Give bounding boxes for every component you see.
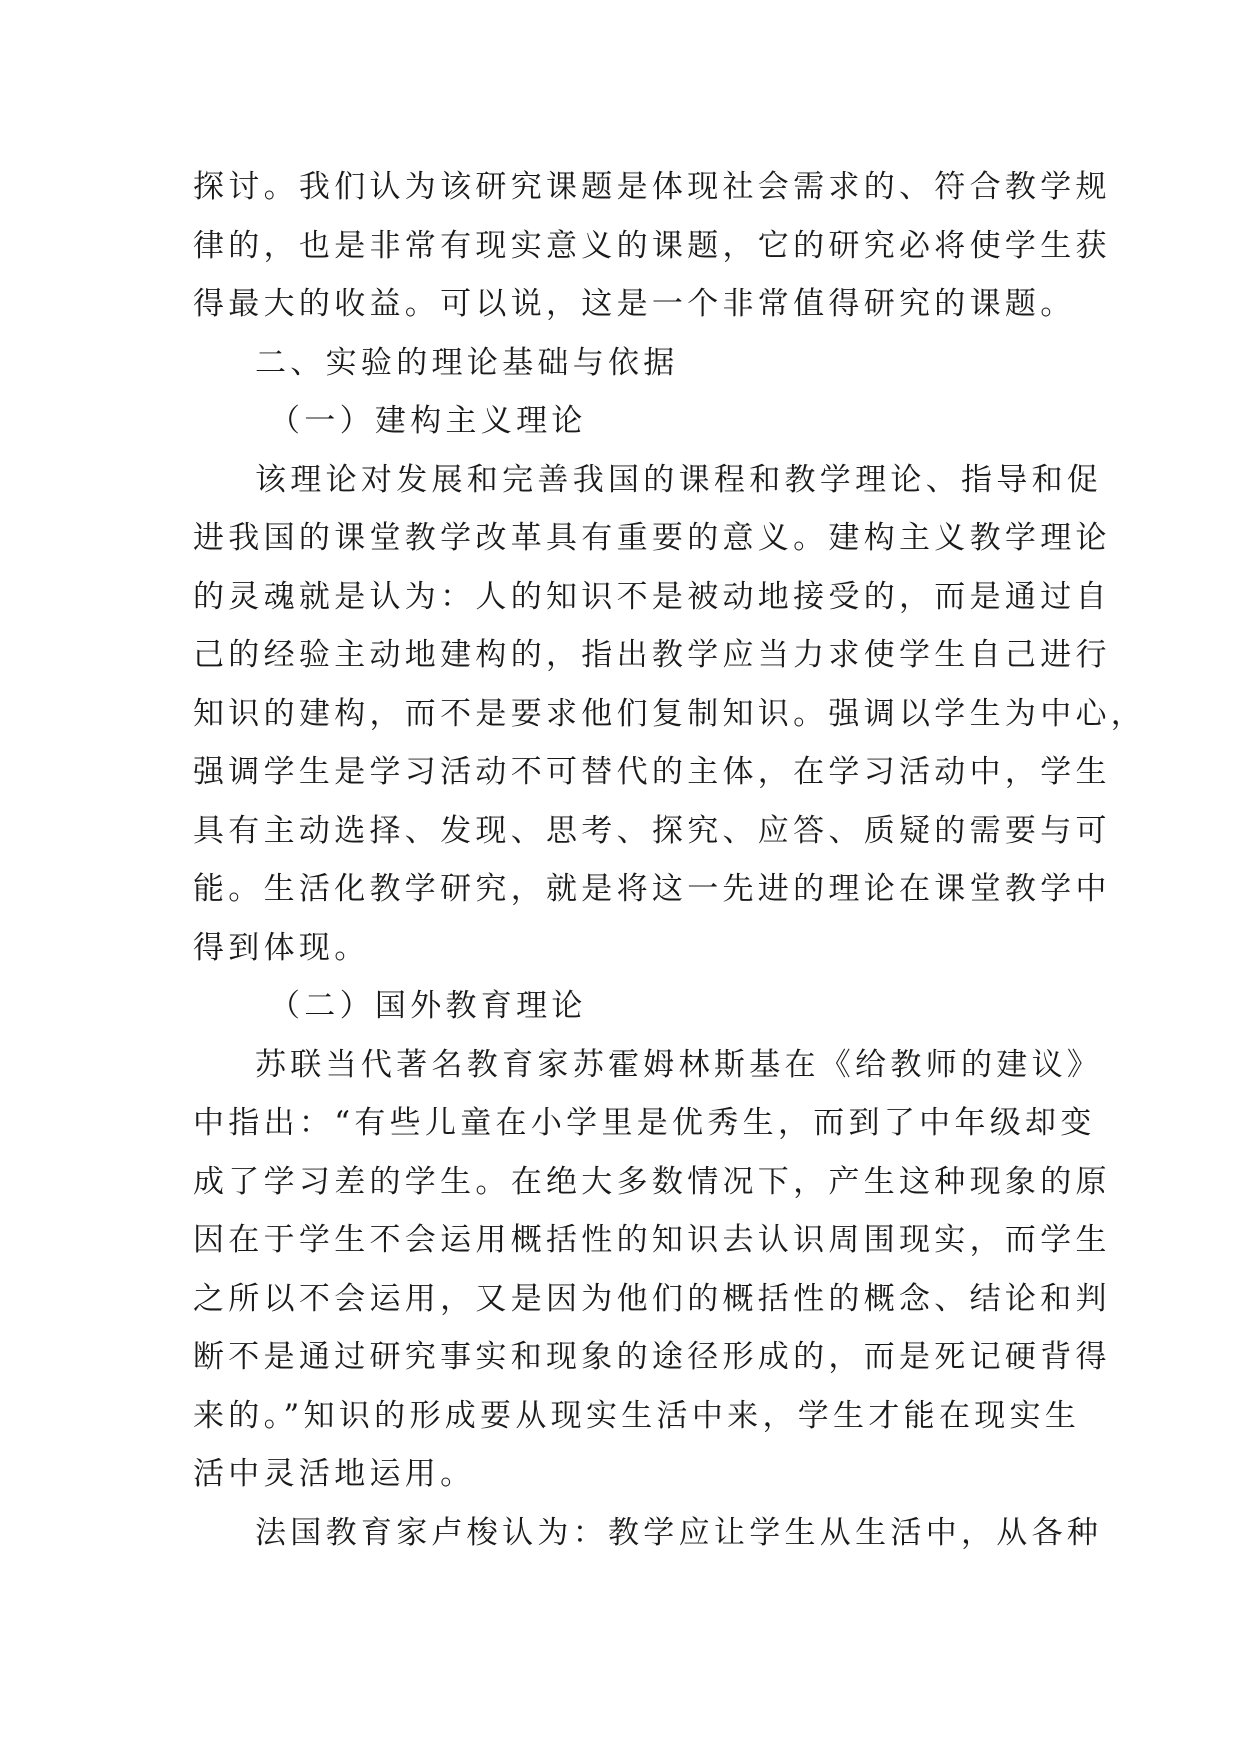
text-line: 具有主动选择、发现、思考、探究、应答、质疑的需要与可 bbox=[193, 812, 1111, 849]
text-line: 法国教育家卢梭认为：教学应让学生从生活中，从各种 bbox=[255, 1514, 1103, 1551]
text-line: 成了学习差的学生。在绝大多数情况下，产生这种现象的原 bbox=[193, 1163, 1111, 1200]
text-line: 的灵魂就是认为：人的知识不是被动地接受的，而是通过自 bbox=[193, 578, 1111, 615]
text-line: 探讨。我们认为该研究课题是体现社会需求的、符合教学规 bbox=[193, 169, 1111, 205]
section-heading: 二、实验的理论基础与依据 bbox=[255, 344, 679, 381]
text-line: 来的。”知识的形成要从现实生活中来，学生才能在现实生 bbox=[193, 1397, 1081, 1434]
text-line: 知识的建构，而不是要求他们复制知识。强调以学生为中心， bbox=[193, 695, 1147, 732]
text-line: 得到体现。 bbox=[193, 929, 370, 966]
text-line: 己的经验主动地建构的，指出教学应当力求使学生自己进行 bbox=[193, 637, 1111, 673]
text-line: 之所以不会运用，又是因为他们的概括性的概念、结论和判 bbox=[193, 1280, 1111, 1317]
document-body bbox=[193, 158, 1147, 1562]
text-line: 活中灵活地运用。 bbox=[193, 1456, 476, 1492]
text-line: 因在于学生不会运用概括性的知识去认识周围现实，而学生 bbox=[193, 1222, 1111, 1258]
text-line: 得最大的收益。可以说，这是一个非常值得研究的课题。 bbox=[193, 286, 1076, 322]
text-line: 律的，也是非常有现实意义的课题，它的研究必将使学生获 bbox=[193, 227, 1111, 264]
text-line: 苏联当代著名教育家苏霍姆林斯基在《给教师的建议》 bbox=[255, 1046, 1103, 1083]
text-line: 该理论对发展和完善我国的课程和教学理论、指导和促 bbox=[255, 461, 1103, 498]
subsection-heading: （一）建构主义理论 bbox=[269, 403, 587, 439]
text-line: 进我国的课堂教学改革具有重要的意义。建构主义教学理论 bbox=[193, 520, 1111, 556]
text-line: 断不是通过研究事实和现象的途径形成的，而是死记硬背得 bbox=[193, 1339, 1111, 1375]
text-line: 中指出：“有些儿童在小学里是优秀生，而到了中年级却变 bbox=[193, 1105, 1096, 1141]
text-line: 强调学生是学习活动不可替代的主体，在学习活动中，学生 bbox=[193, 754, 1111, 790]
text-line: 能。生活化教学研究，就是将这一先进的理论在课堂教学中 bbox=[193, 871, 1111, 907]
subsection-heading: （二）国外教育理论 bbox=[269, 988, 587, 1024]
